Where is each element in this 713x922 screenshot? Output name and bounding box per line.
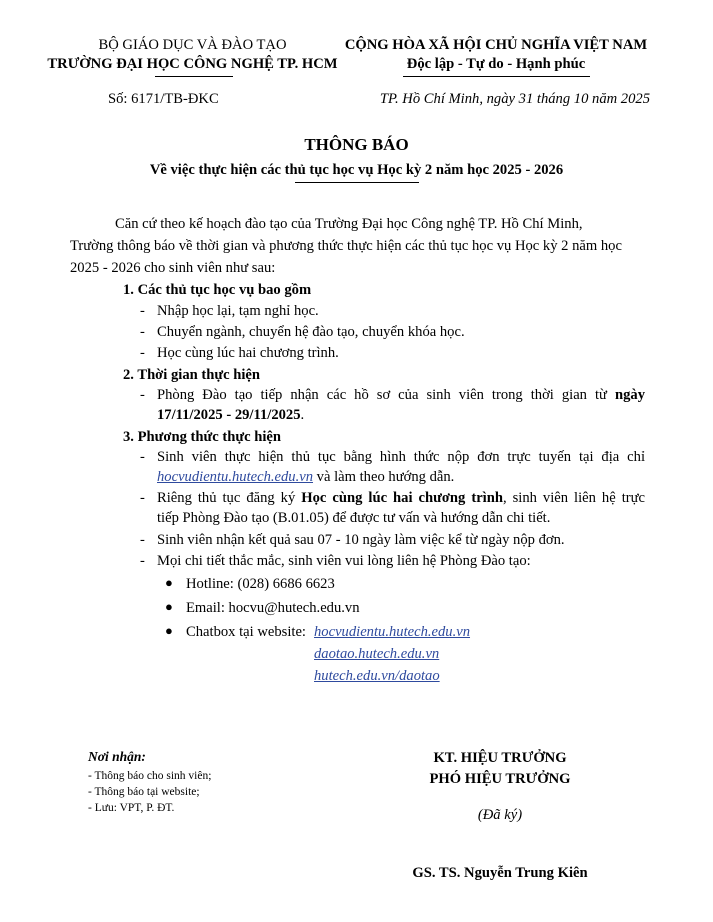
hocvu-link[interactable]: hocvudientu.hutech.edu.vn xyxy=(157,469,314,485)
list-item xyxy=(140,448,645,488)
list-item xyxy=(140,489,645,529)
chatbox-label: Chatbox tại website: xyxy=(186,624,306,640)
dash-marker: - xyxy=(140,490,145,506)
section-2-heading: 2. Thời gian thực hiện xyxy=(123,367,261,383)
website-link-daotao[interactable]: daotao.hutech.edu.vn xyxy=(314,646,440,662)
dual-rest: , sinh viên liên hệ trực xyxy=(502,490,645,506)
dual-program-line-2: tiếp Phòng Đào tạo (B.01.05) để được tư vấn và hướng dẫn chi tiết. xyxy=(157,510,551,526)
document-number: Số: 6171/TB-ĐKC xyxy=(108,91,219,107)
ministry-name: BỘ GIÁO DỤC VÀ ĐÀO TẠO xyxy=(98,37,287,53)
list-item xyxy=(140,386,645,426)
method-line-2 xyxy=(157,468,645,486)
place-date: TP. Hồ Chí Minh, ngày 31 tháng 10 năm 2025 xyxy=(379,91,650,107)
contact-intro-text: Mọi chi tiết thắc mắc, sinh viên vui lòng liên hệ Phòng Đào tạo: xyxy=(157,553,531,569)
page-title: THÔNG BÁO xyxy=(304,135,409,154)
website-link-hutech[interactable]: hutech.edu.vn/daotao xyxy=(314,668,440,684)
list-item-text: Chuyển ngành, chuyển hệ đào tạo, chuyển khóa học. xyxy=(157,324,465,340)
dual-program-bold: Học cùng lúc hai chương trình xyxy=(301,490,503,506)
dash-marker: - xyxy=(140,387,145,403)
dash-marker: - xyxy=(140,532,145,548)
dash-marker: - xyxy=(140,553,145,569)
recipient-item: - Thông báo tại website; xyxy=(88,786,200,798)
method-line-1: Sinh viên thực hiện thủ tục bằng hình thức nộp đơn trực tuyến tại địa chỉ xyxy=(157,449,645,465)
signature-title-2: PHÓ HIỆU TRƯỞNG xyxy=(429,771,571,787)
dash-marker: - xyxy=(140,324,145,340)
bullet-icon: ● xyxy=(165,623,173,638)
recipients-heading: Nơi nhận: xyxy=(88,749,146,764)
method-end: và làm theo hướng dẫn. xyxy=(316,469,455,485)
signed-note: (Đã ký) xyxy=(477,807,523,823)
website-link-hocvu[interactable]: hocvudientu.hutech.edu.vn xyxy=(314,624,471,640)
dash-marker: - xyxy=(140,449,145,465)
hotline-text: Hotline: (028) 6686 6623 xyxy=(186,576,335,592)
bullet-icon: ● xyxy=(165,599,173,614)
page-subtitle: Về việc thực hiện các thủ tục học vụ Học kỳ 2 năm học 2025 - 2026 xyxy=(149,162,564,178)
national-motto: Độc lập - Tự do - Hạnh phúc xyxy=(406,56,586,72)
dual-program-line-1 xyxy=(157,489,645,507)
section-3-heading: 3. Phương thức thực hiện xyxy=(123,429,282,445)
republic-name: CỘNG HÒA XÃ HỘI CHỦ NGHĨA VIỆT NAM xyxy=(344,37,648,53)
recipient-item: - Lưu: VPT, P. ĐT. xyxy=(88,802,175,814)
time-text: Phòng Đào tạo tiếp nhận các hồ sơ của sinh viên trong thời gian từ xyxy=(157,387,607,403)
recipient-item: - Thông báo cho sinh viên; xyxy=(88,770,212,782)
intro-line-1: Căn cứ theo kế hoạch đào tạo của Trường Đại học Công nghệ TP. Hồ Chí Minh, xyxy=(115,216,583,232)
dash-marker: - xyxy=(140,345,145,361)
motto-underline xyxy=(403,76,590,77)
intro-line-3: 2025 - 2026 cho sinh viên như sau: xyxy=(70,260,276,276)
email-text: Email: hocvu@hutech.edu.vn xyxy=(186,600,360,616)
section-1-heading: 1. Các thủ tục học vụ bao gồm xyxy=(123,282,312,298)
university-name: TRƯỜNG ĐẠI HỌC CÔNG NGHỆ TP. HCM xyxy=(47,56,338,72)
signer-name: GS. TS. Nguyễn Trung Kiên xyxy=(412,865,588,881)
time-bold-word: ngày xyxy=(614,387,645,403)
bullet-icon: ● xyxy=(165,575,173,590)
time-line-2 xyxy=(157,406,645,424)
dual-start: Riêng thủ tục đăng ký xyxy=(157,490,296,506)
time-end: . xyxy=(300,407,305,423)
result-time-text: Sinh viên nhận kết quả sau 07 - 10 ngày làm việc kể từ ngày nộp đơn. xyxy=(157,532,565,548)
list-item-text: Nhập học lại, tạm nghỉ học. xyxy=(157,303,319,319)
time-line-1 xyxy=(157,386,645,404)
list-item-text: Học cùng lúc hai chương trình. xyxy=(157,345,339,361)
signature-title-1: KT. HIỆU TRƯỞNG xyxy=(433,750,567,766)
intro-line-2: Trường thông báo về thời gian và phương thức thực hiện các thủ tục học vụ Học kỳ 2 năm học xyxy=(70,238,622,254)
subtitle-underline xyxy=(295,182,419,183)
dash-marker: - xyxy=(140,303,145,319)
time-range: 17/11/2025 - 29/11/2025 xyxy=(157,407,301,423)
university-underline xyxy=(155,76,233,77)
